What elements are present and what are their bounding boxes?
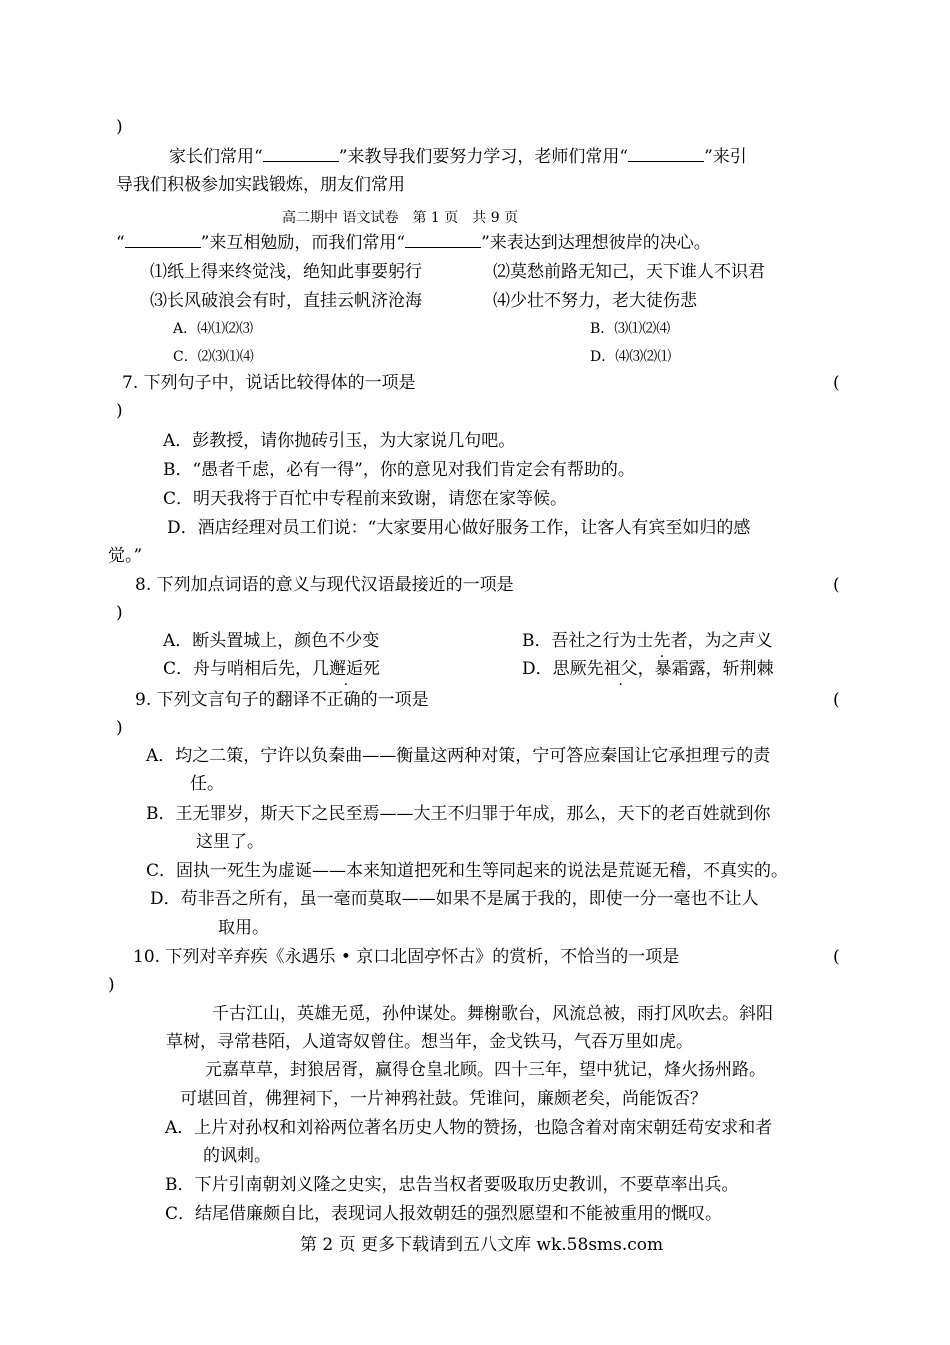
q7-stem: 7. 下列句子中，说话比较得体的一项是 [122,373,416,393]
q8-c-pre: C．舟与哨相后先，几 [163,659,330,679]
q10-option-b: B．下片引南朝刘义隆之史实，忠告当权者要吸取历史教训，不要草率出兵。 [165,1175,739,1195]
q7-option-b: B．“愚者千虑，必有一得”，你的意见对我们肯定会有帮助的。 [163,460,635,480]
q6-line1-b: ”来教导我们要努力学习，老师们常用“ [338,147,629,167]
q8-b-post: 者，为之声义 [670,631,773,651]
q6-option-b: B．⑶⑴⑵⑷ [590,321,671,337]
q9-stem: 9. 下列文言句子的翻译不正确的一项是 [135,690,429,710]
q8-option-d [522,658,774,680]
q6-line1-c: ”来引 [704,147,747,167]
q10-option-a-line1: A．上片对孙权和刘裕两位著名历史人物的赞扬，也隐含着对南宋朝廷苟安求和者 [165,1118,773,1138]
q8-option-c [163,658,380,680]
poem-line-3: 元嘉草草，封狼居胥，赢得仓皇北顾。四十三年，望中犹记，烽火扬州路。 [205,1060,766,1080]
q7-option-c: C．明天我将于百忙中专程前来致谢，请您在家等候。 [163,489,568,509]
fill-blank-4 [405,233,481,248]
q10-option-a-line2: 的讽刺。 [203,1146,271,1166]
q8-stem: 8. 下列加点词语的意义与现代汉语最接近的一项是 [135,575,514,595]
q6-option-d: D．⑷⑶⑵⑴ [590,349,672,365]
q9-option-b-line1: B．王无罪岁，斯天下之民至焉——大王不归罪于年成，那么，天下的老百姓就到你 [146,804,771,824]
q8-c-post: 死 [363,659,381,679]
q6-item-2: ⑵莫愁前路无知己，天下谁人不识君 [493,262,765,282]
fill-blank-3 [125,233,201,248]
q6-line-1 [169,146,747,168]
q8-d-pre: D．思厥先 [522,659,604,679]
q7-answer-close: ) [116,401,123,421]
q8-option-a [163,630,379,652]
poem-line-1: 千古江山，英雄无觅，孙仲谋处。舞榭歌台，风流总被，雨打风吹去。斜阳 [212,1004,773,1024]
q7-answer-open: ( [833,373,840,393]
q10-option-c: C．结尾借廉颇自比，表现词人报效朝廷的强烈愿望和不能被重用的慨叹。 [165,1204,723,1224]
q10-answer-open: ( [833,947,840,967]
q9-option-d-line1: D．苟非吾之所有，虽一毫而莫取——如果不是属于我的，即使一分一毫也不让人 [150,889,759,909]
q8-answer-open: ( [833,575,840,595]
q6-line3-a: “ [116,233,125,253]
poem-line-2: 草树，寻常巷陌，人道寄奴曾住。想当年，金戈铁马，气吞万里如虎。 [166,1032,693,1052]
fill-blank-2 [628,147,704,162]
q6-line-3 [116,232,711,254]
q8-b-pre: B．吾社之行为士 [522,631,654,651]
poem-line-4: 可堪回首，佛狸祠下，一片神鸦社鼓。凭谁问，廉颇老矣，尚能饭否？ [180,1089,707,1109]
q8-a-pre: A．断头置城上， [163,631,295,651]
q9-option-a-line2: 任。 [190,774,224,794]
q6-line3-c: ”来表达到达理想彼岸的决心。 [481,233,711,253]
q6-line3-b: ”来互相勉励，而我们常用“ [200,233,406,253]
q6-item-4: ⑷少壮不努力，老大徒伤悲 [493,291,697,311]
page-header: 高二期中 语文试卷 第 1 页 共 9 页 [282,210,519,226]
q8-a-post: 不少变 [328,631,380,651]
q9-answer-close: ) [116,718,123,738]
q7-option-d-line2: 觉。” [108,546,143,566]
q9-option-a-line1: A．均之二策，宁许以负秦曲——衡量这两种对策，宁可答应秦国让它承担理亏的责 [146,746,771,766]
close-paren: ) [116,117,123,137]
q6-line-2: 导我们积极参加实践锻炼，朋友们常用 [116,175,405,195]
q8-option-b [522,630,773,652]
q8-d-post: ，暴霜露，斩荆棘 [637,659,774,679]
q7-option-a: A．彭教授，请你抛砖引玉，为大家说几句吧。 [163,431,516,451]
q10-stem: 10. 下列对辛弃疾《永遇乐 • 京口北固亭怀古》的赏析，不恰当的一项是 [133,947,680,967]
q6-option-a: A．⑷⑴⑵⑶ [173,321,254,337]
q8-a-dotted: 颜色 [294,631,329,651]
page-footer: 第 2 页 更多下载请到五八文库 wk.58sms.com [300,1235,664,1255]
q10-answer-close: ) [108,975,115,995]
q9-option-d-line2: 取用。 [218,918,269,938]
q8-answer-close: ) [116,603,123,623]
q6-option-c: C．⑵⑶⑴⑷ [173,349,254,365]
q6-item-3: ⑶长风破浪会有时，直挂云帆济沧海 [150,291,422,311]
fill-blank-1 [263,147,339,162]
q9-option-b-line2: 这里了。 [196,832,264,852]
q7-option-d-line1: D．酒店经理对员工们说：“大家要用心做好服务工作，让客人有宾至如归的感 [167,518,751,538]
q6-item-1: ⑴纸上得来终觉浅，绝知此事要躬行 [150,262,422,282]
q8-d-dotted: 祖父 [603,659,638,679]
q6-line1-a: 家长们常用“ [169,147,263,167]
q8-b-dotted: 先 [653,631,671,651]
q9-option-c: C．固执一死生为虚诞——本来知道把死和生等同起来的说法是荒诞无稽，不真实的。 [146,861,789,881]
q8-c-dotted: 邂逅 [329,659,364,679]
q9-answer-open: ( [833,690,840,710]
